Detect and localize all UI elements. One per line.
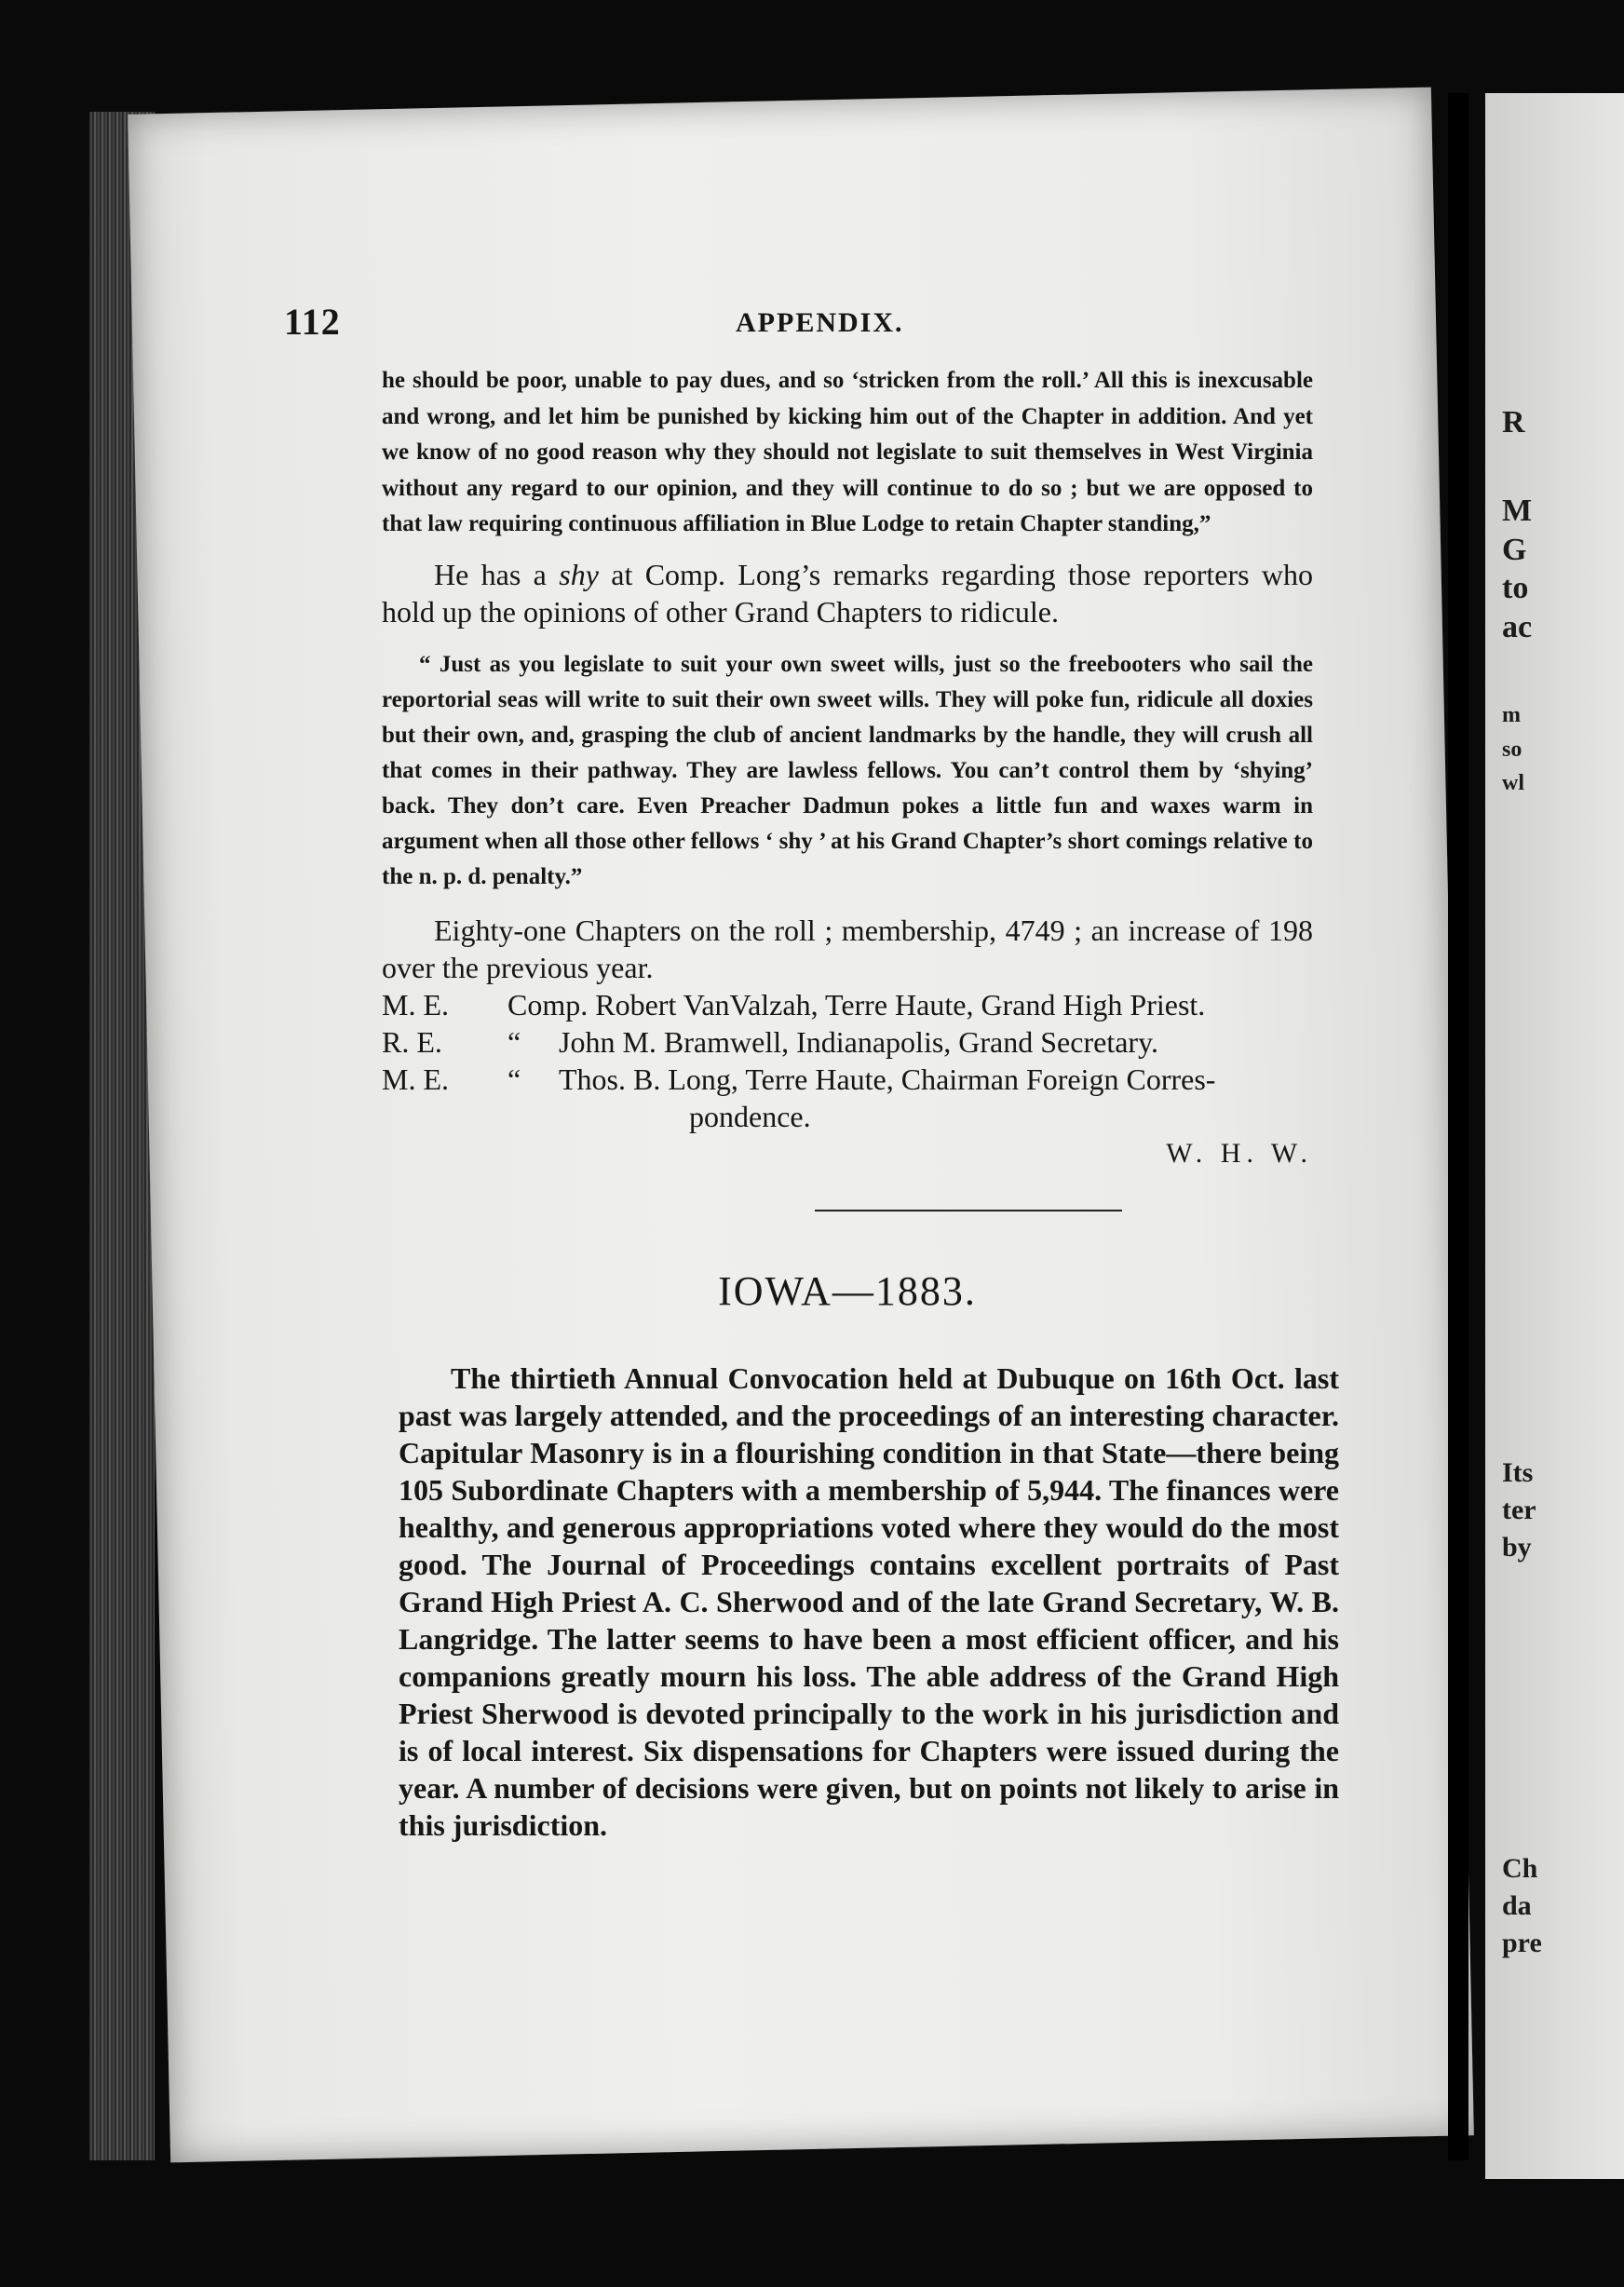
adjacent-text-fragment: to — [1502, 571, 1529, 605]
shy-remark-paragraph — [382, 556, 1313, 630]
adjacent-text-fragment: da — [1502, 1890, 1532, 1921]
adjacent-text-fragment: ter — [1502, 1495, 1536, 1525]
shy-remark-before: He has a — [434, 557, 560, 591]
ditto-mark: “ — [508, 1024, 521, 1059]
shy-remark-italic: shy — [559, 557, 599, 591]
officer-name-continuation: pondence. — [689, 1099, 811, 1133]
officer-rank: R. E. — [382, 1024, 442, 1059]
statistics-paragraph: Eighty-one Chapters on the roll ; membership, 4749 ; an increase of 198 over the previous year. — [382, 913, 1313, 984]
officers-list — [382, 986, 1313, 1135]
adjacent-text-fragment: M — [1502, 494, 1533, 528]
adjacent-text-fragment: Its — [1502, 1457, 1534, 1488]
section-divider — [815, 1210, 1122, 1211]
officer-name: Comp. Robert VanValzah, Terre Haute, Grand High Priest. — [508, 987, 1206, 1022]
page-content — [233, 301, 1339, 1844]
officer-name: John M. Bramwell, Indianapolis, Grand Secretary. — [559, 1024, 1158, 1059]
shy-remark-after: at Comp. Long’s remarks regarding those reporters who hold up the opinions of other Grand Chapters to ridicule. — [382, 557, 1314, 629]
running-head: APPENDIX. — [736, 307, 904, 338]
adjacent-text-fragment: m — [1502, 703, 1521, 727]
adjacent-text-fragment: by — [1502, 1532, 1532, 1563]
iowa-section-title: IOWA—1883. — [718, 1267, 977, 1314]
adjacent-text-fragment: G — [1502, 533, 1527, 567]
adjacent-text-fragment: wl — [1502, 771, 1524, 795]
adjacent-text-fragment: Ch — [1502, 1853, 1538, 1884]
officer-row — [382, 1023, 1313, 1061]
page-header — [284, 301, 1201, 363]
ditto-mark: “ — [508, 1062, 521, 1096]
officer-row — [382, 986, 1313, 1023]
officer-name: Thos. B. Long, Terre Haute, Chairman Foreign Corres- — [559, 1062, 1216, 1096]
page-gutter — [1448, 93, 1468, 2160]
adjacent-text-fragment: pre — [1502, 1928, 1542, 1958]
opening-quote: he should be poor, unable to pay dues, and so ‘stricken from the roll.’ All this is inexcusable and wrong, and let him be punished by kicking him out of the Chapter in addition. And yet we know of no good reason why they should not legislate to suit themselves in West Virginia without any regard to our opinion, and they will continue to do so ; but we are opposed to that law requiring continuous affiliation in Blue Lodge to retain Chapter standing,” — [382, 368, 1313, 536]
adjacent-text-fragment: so — [1502, 738, 1522, 762]
officer-row — [382, 1061, 1313, 1098]
page-number: 112 — [284, 301, 341, 343]
adjacent-page-edge — [1485, 93, 1624, 2179]
officer-rank: M. E. — [382, 987, 449, 1022]
iowa-paragraph: The thirtieth Annual Convocation held at Dubuque on 16th Oct. last past was largely attended, and the proceedings of an interesting character. Capitular Masonry is in a flourishing condition in that State—there being 105 Subordinate Chapters with a membership of 5,944. The finances were healthy, and generous appropriations voted where they would do the most good. The Journal of Proceedings contains excellent portraits of Past Grand High Priest A. C. Sherwood and of the late Grand Secretary, W. B. Langridge. The latter seems to have been a most efficient officer, and his companions greatly mourn his loss. The able address of the Grand High Priest Sherwood is devoted principally to the work in his jurisdiction and is of local interest. Six dispensations for Chapters were issued during the year. A number of decisions were given, but on points not likely to arise in this jurisdiction. — [399, 1360, 1339, 1842]
reporters-quote: “ Just as you legislate to suit your own sweet wills, just so the freebooters who sail the reportorial seas will write to suit their own sweet wills. They will poke fun, ridicule all doxies but their own, and, grasping the club of ancient landmarks by the handle, they will crush all that comes in their pathway. They are lawless fellows. You can’t control them by ‘shying’ back. They don’t care. Even Preacher Dadmun pokes a little fun and waxes warm in argument when all those other fellows ‘ shy ’ at his Grand Chapter’s short comings relative to the n. p. d. penalty.” — [382, 651, 1313, 889]
signature: W. H. W. — [1166, 1137, 1313, 1169]
officer-rank: M. E. — [382, 1062, 449, 1096]
adjacent-text-fragment: ac — [1502, 610, 1533, 644]
adjacent-text-fragment: R — [1502, 405, 1525, 440]
